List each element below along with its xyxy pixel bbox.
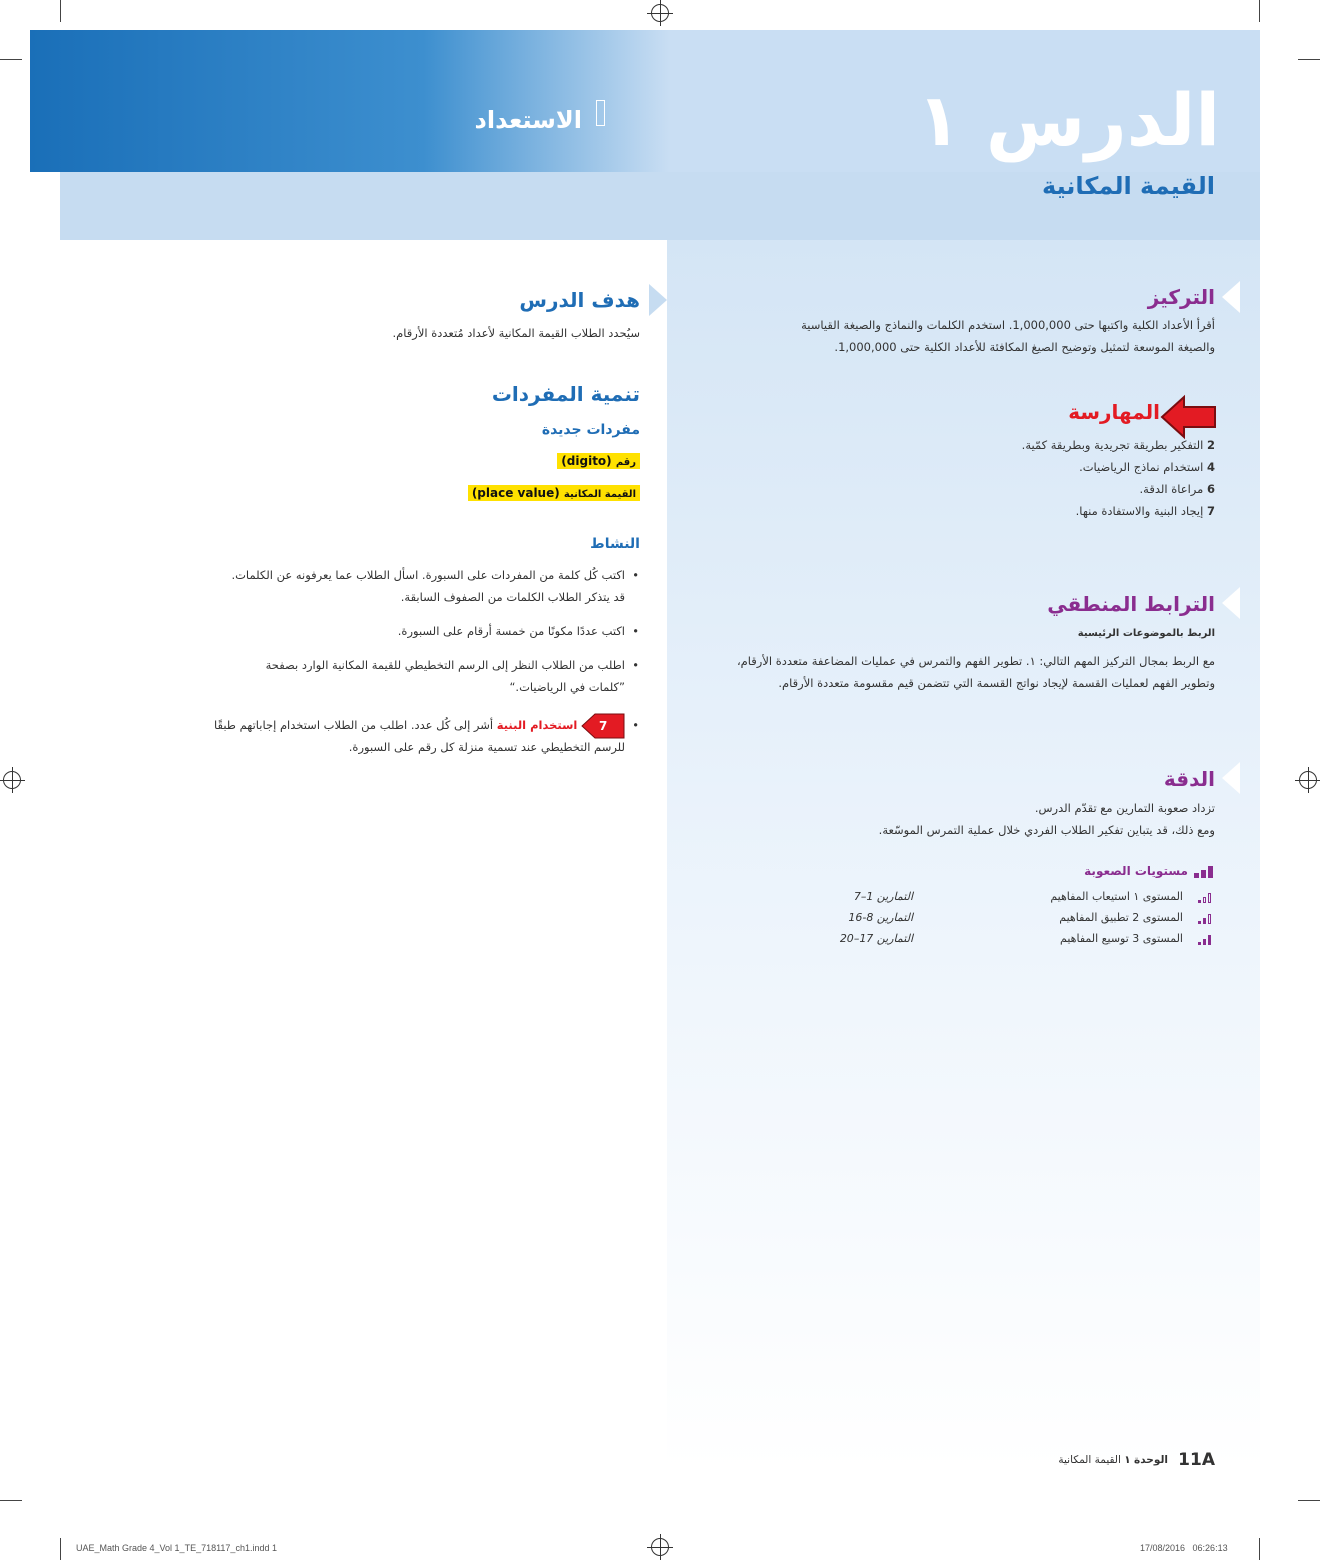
- coherence-text: مع الربط بمجال التركيز المهم التالي: ١. تطوير الفهم والتمرس في عمليات المضاعفة متعددة الأرقام، وتطوير الفهم لعمليات القسمة لإيجاد نواتج القسمة التي تتضمن قيم مقسومة متعددة الأرقام.: [736, 654, 1215, 690]
- crop-mark: [0, 59, 22, 60]
- footer-file: UAE_Math Grade 4_Vol 1_TE_718117_ch1.indd 1: [76, 1543, 277, 1553]
- crop-mark: [60, 1538, 61, 1560]
- focus-text: أقرأ الأعداد الكلية واكتبها حتى 1,000,000. استخدم الكلمات والنماذج والصيغة القياسية والصيغة الموسعة لتمثيل وتوضيح الصيغ المكافئة للأعداد الكلية حتى 1,000,000.: [801, 318, 1215, 354]
- level-range: التمارين 8-16: [848, 911, 913, 924]
- page-number: 11A: [1178, 1450, 1215, 1470]
- activity-title: النشاط: [590, 536, 640, 552]
- vocab-word-2: القيمة المكانية (place value): [468, 482, 640, 501]
- coherence-subtitle: الربط بالموضوعات الرئيسية: [1077, 628, 1215, 639]
- crop-mark: [1259, 0, 1260, 22]
- list-item: • اكتب عددًا مكونًا من خمسة أرقام على السبورة.: [155, 620, 625, 642]
- section-arrow-icon: [649, 284, 667, 316]
- registration-mark-icon: [651, 1538, 669, 1556]
- practice-badge: • 7: [581, 716, 625, 736]
- prep-label: الاستعداد: [474, 106, 582, 134]
- crop-mark: [1298, 59, 1320, 60]
- registration-mark-icon: [651, 4, 669, 22]
- crop-mark: [1259, 1538, 1260, 1560]
- footer-unit: الوحدة ١ القيمة المكانية: [1058, 1454, 1168, 1466]
- level-range: التمارين 17–20: [839, 932, 913, 945]
- objective-title: هدف الدرس: [519, 288, 640, 312]
- lesson-subtitle: القيمة المكانية: [1042, 172, 1215, 200]
- level-1-icon: [1198, 893, 1212, 903]
- level-row: المستوى ١ استيعاب المفاهيم: [1050, 890, 1183, 903]
- list-item: 4 استخدام نماذج الرياضيات.: [1079, 460, 1215, 474]
- list-item: 6 مراعاة الدقة.: [1139, 482, 1215, 496]
- new-vocab-label: مفردات جديدة: [541, 422, 640, 438]
- level-row: المستوى 2 تطبيق المفاهيم: [1059, 911, 1183, 924]
- crop-mark: [60, 0, 61, 22]
- list-item: • اكتب كُل كلمة من المفردات على السبورة. اسأل الطلاب عما يعرفونه عن الكلمات. قد يتذكر الطلاب الكلمات من الصفوف السابقة.: [155, 564, 625, 608]
- level-3-icon: [1198, 935, 1212, 945]
- prep-marker-icon: [596, 100, 605, 126]
- practices-list: [815, 434, 1215, 522]
- levels-title: مستويات الصعوبة: [1084, 864, 1188, 878]
- level-2-icon: [1198, 914, 1212, 924]
- footer-stamp: 17/08/2016 06:26:13: [1140, 1543, 1228, 1553]
- list-item: 7 إيجاد البنية والاستفادة منها.: [1075, 504, 1215, 518]
- section-arrow-icon: [1222, 281, 1240, 313]
- section-arrow-icon: [1222, 762, 1240, 794]
- crop-mark: [0, 1500, 22, 1501]
- level-range: التمارين 1–7: [853, 890, 913, 903]
- focus-title: التركيز: [1147, 285, 1215, 309]
- list-item: • 7 استخدام البنية أشر إلى كُل عدد. اطلب من الطلاب استخدام إجاباتهم طبقًا للرسم التخطيطي عند تسمية منزلة كل رقم على السبورة.: [145, 714, 625, 758]
- list-item: 2 التفكير بطريقة تجريدية وبطريقة كمّية.: [1021, 438, 1215, 452]
- rigor-text: تزداد صعوبة التمارين مع تقدّم الدرس. ومع ذلك، قد يتباين تفكير الطلاب الفردي خلال عملية التمرس الموسّعة.: [878, 801, 1215, 837]
- practices-title: المهارسة: [1068, 400, 1160, 424]
- vocabulary-title: تنمية المفردات: [491, 382, 640, 406]
- crop-mark: [1298, 1500, 1320, 1501]
- registration-mark-icon: [1299, 771, 1317, 789]
- registration-mark-icon: [3, 771, 21, 789]
- level-row: المستوى 3 توسيع المفاهيم: [1060, 932, 1183, 945]
- section-arrow-icon: [1222, 587, 1240, 619]
- lesson-title: الدرس ١: [916, 78, 1220, 162]
- coherence-title: الترابط المنطقي: [1047, 592, 1215, 616]
- list-item: • اطلب من الطلاب النظر إلى الرسم التخطيطي للقيمة المكانية الوارد بصفحة ”كلمات في الرياضيات.“: [155, 654, 625, 698]
- rigor-title: الدقة: [1163, 767, 1215, 791]
- vocab-word-1: رقم (digito): [557, 450, 640, 469]
- objective-text: سيُحدد الطلاب القيمة المكانية لأعداد مُتعددة الأرقام.: [392, 326, 640, 340]
- levels-bars-icon: [1194, 866, 1214, 878]
